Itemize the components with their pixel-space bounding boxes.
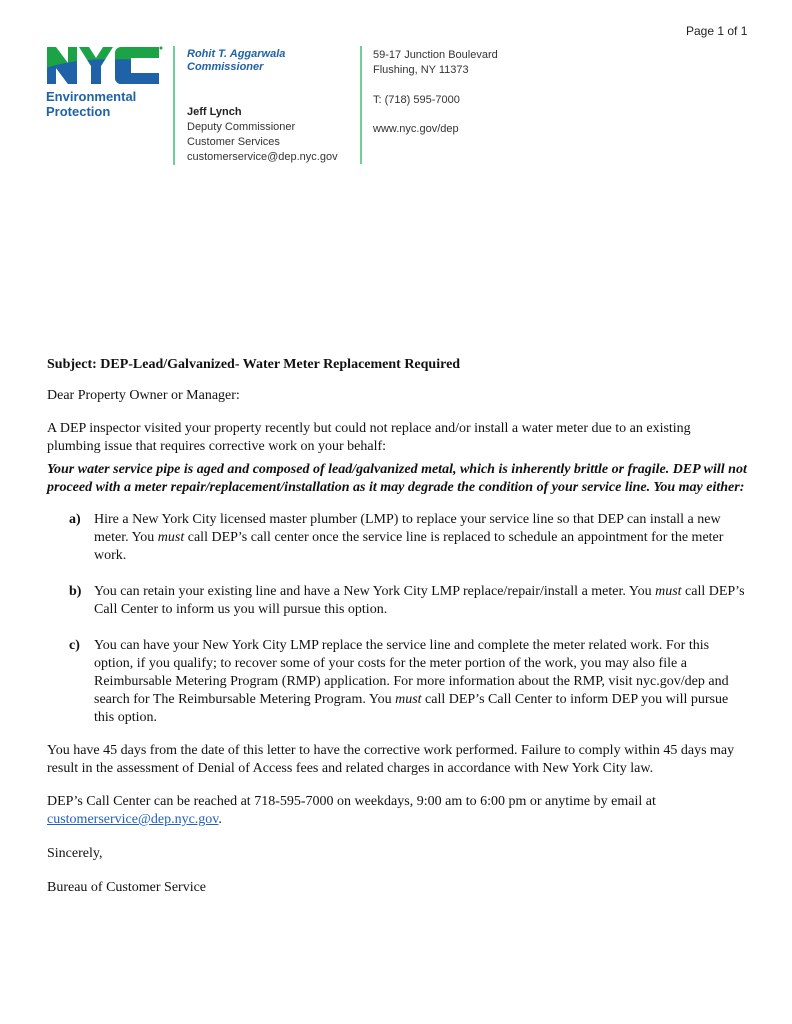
nyc-logo-icon <box>46 44 164 88</box>
letterhead-divider <box>173 46 175 165</box>
page-indicator: Page 1 of 1 <box>686 24 748 38</box>
option-b <box>69 583 745 619</box>
option-text: Hire a New York City licensed master plumber (LMP) to replace your service line so that DEP can install a new meter. You must call DEP’s call center once the service line is replaced to schedule an appointment for the meter work. <box>94 512 724 563</box>
deputy-name: Jeff Lynch <box>187 106 242 118</box>
call-center-paragraph: DEP’s Call Center can be reached at 718-595-7000 on weekdays, 9:00 am to 6:00 pm or anytime by email at customerservice@dep.nyc.gov. <box>47 794 656 827</box>
commissioner-name: Rohit T. Aggarwala <box>187 48 286 60</box>
option-text: You can retain your existing line and have a New York City LMP replace/repair/install a meter. You must call DEP’s Call Center to inform us you will pursue this option. <box>94 584 745 617</box>
commissioner-block <box>187 48 285 74</box>
deputy-email: customerservice@dep.nyc.gov <box>187 151 338 163</box>
option-label: b) <box>69 584 82 599</box>
option-c <box>69 637 745 727</box>
deputy-division: Customer Services <box>187 136 280 148</box>
letterhead-divider <box>360 46 362 164</box>
signature: Bureau of Customer Service <box>47 880 207 895</box>
subject-line: Subject: DEP-Lead/Galvanized- Water Meter Replacement Required <box>47 357 461 372</box>
greeting: Dear Property Owner or Manager: <box>47 388 240 403</box>
deputy-title: Deputy Commissioner <box>187 121 296 133</box>
commissioner-title: Commissioner <box>187 61 264 73</box>
deadline-paragraph: You have 45 days from the date of this letter to have the corrective work performed. Failure to comply within 45 days may result in the assessment of Denial of Access fees and related charges in accordance with New York City law. <box>47 743 735 776</box>
address-line2: Flushing, NY 11373 <box>373 64 469 76</box>
agency-name-line2: Protection <box>46 104 111 119</box>
option-text: You can have your New York City LMP replace the service line and complete the meter related work. For this option, if you qualify; to recover some of your costs for the meter portion of the work, you may also file a Reimbursable Metering Program (RMP) application. For more information about the RMP, visit nyc.gov/dep and search for The Reimbursable Metering Program. You must call DEP’s Call Center to inform DEP you will pursue this option. <box>94 638 729 725</box>
agency-name-line1: Environmental <box>46 89 137 104</box>
intro-paragraph: A DEP inspector visited your property recently but could not replace and/or install a water meter due to an existing plumbing issue that requires corrective work on your behalf: <box>47 421 691 454</box>
option-label: a) <box>69 512 81 527</box>
address-block <box>373 48 498 137</box>
phone-number: T: (718) 595-7000 <box>373 94 460 106</box>
letter-body <box>47 356 747 897</box>
email-link[interactable]: customerservice@dep.nyc.gov <box>47 812 219 827</box>
warning-paragraph: Your water service pipe is aged and composed of lead/galvanized metal, which is inherently brittle or fragile. DEP will not proceed with a meter repair/replacement/installation as it may degrade the condition of your service line. You may either: <box>47 462 747 495</box>
deputy-block <box>187 105 338 165</box>
website: www.nyc.gov/dep <box>373 123 459 135</box>
agency-name <box>46 89 136 119</box>
closing: Sincerely, <box>47 846 103 861</box>
option-a <box>69 511 745 565</box>
address-line1: 59-17 Junction Boulevard <box>373 49 498 61</box>
option-label: c) <box>69 638 80 653</box>
